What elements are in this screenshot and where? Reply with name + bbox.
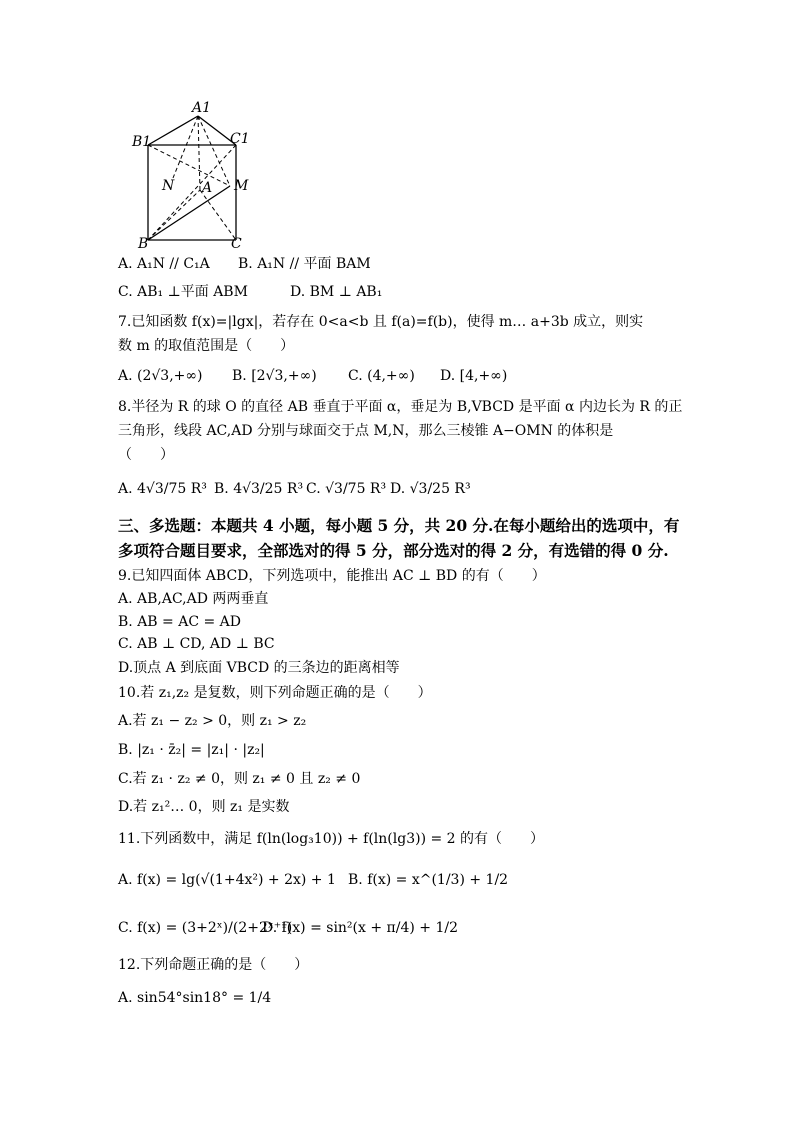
q8-stem-line3: （ ）	[118, 447, 174, 463]
q6-option-c: C. AB₁ ⊥平面 ABM	[118, 284, 248, 300]
q6-option-d: D. BM ⊥ AB₁	[290, 284, 383, 300]
q7-option-d: D. [4,+∞)	[440, 368, 508, 384]
section3-heading-line1: 三、多选题：本题共 4 小题，每小题 5 分，共 20 分.在每小题给出的选项中，有	[118, 516, 680, 535]
label-b: B	[138, 236, 149, 248]
q10-option-d: D.若 z₁²… 0，则 z₁ 是实数	[118, 799, 290, 815]
prism-figure	[118, 98, 258, 248]
q10-option-c: C.若 z₁ · z₂ ≠ 0，则 z₁ ≠ 0 且 z₂ ≠ 0	[118, 771, 361, 787]
q11-option-d: D. f(x) = sin²(x + π/4) + 1/2	[262, 920, 458, 936]
q12-stem: 12.下列命题正确的是（ ）	[118, 957, 309, 973]
dash-b-a	[148, 190, 200, 240]
label-n: N	[162, 178, 175, 194]
edge-a1-b1	[148, 116, 198, 145]
q12-option-a: A. sin54°sin18° = 1/4	[118, 990, 272, 1006]
dash-a1-m	[198, 116, 230, 186]
q8-option-d: D. √3/25 R³	[390, 481, 471, 497]
dash-b1-m	[148, 145, 230, 186]
q10-stem: 10.若 z₁,z₂ 是复数，则下列命题正确的是（ ）	[118, 685, 432, 701]
label-c1: C1	[230, 131, 250, 147]
dash-a1-a	[198, 116, 200, 190]
q8-option-c: C. √3/75 R³	[306, 481, 387, 497]
q7-option-a: A. (2√3,+∞)	[118, 368, 203, 384]
q9-stem: 9.已知四面体 ABCD，下列选项中，能推出 AC ⊥ BD 的有（ ）	[118, 568, 546, 584]
q8-stem-line1: 8.半径为 R 的球 O 的直径 AB 垂直于平面 α，垂足为 B,VBCD 是平面 α 内边长为 R 的正	[118, 399, 683, 415]
q11-stem: 11.下列函数中，满足 f(ln(log₃10)) + f(ln(lg3)) = 2 的有（ ）	[118, 831, 545, 847]
q7-option-c: C. (4,+∞)	[348, 368, 415, 384]
label-b1: B1	[132, 134, 152, 150]
q10-option-a: A.若 z₁ − z₂ > 0，则 z₁ > z₂	[118, 713, 307, 729]
q11-option-b: B. f(x) = x^(1/3) + 1/2	[348, 872, 509, 888]
q9-option-a: A. AB,AC,AD 两两垂直	[118, 591, 269, 607]
q9-option-c: C. AB ⊥ CD, AD ⊥ BC	[118, 636, 275, 652]
q8-option-b: B. 4√3/25 R³	[214, 481, 304, 497]
edge-b-m	[148, 186, 230, 240]
section3-heading-line2: 多项符合题目要求，全部选对的得 5 分，部分选对的得 2 分，有选错的得 0 分.	[118, 541, 669, 560]
q11-option-c: C. f(x) = (3+2ˣ)/(2+2ˣ⁺¹)	[118, 920, 293, 936]
label-c: C	[231, 236, 242, 248]
q9-option-b: B. AB = AC = AD	[118, 614, 242, 630]
q10-option-b: B. |z₁ · z̄₂| = |z₁| · |z₂|	[118, 742, 265, 758]
label-a1: A1	[192, 100, 212, 116]
q9-option-d: D.顶点 A 到底面 VBCD 的三条边的距离相等	[118, 660, 400, 676]
q6-option-a: A. A₁N // C₁A	[118, 256, 210, 272]
q8-stem-line2: 三角形，线段 AC,AD 分别与球面交于点 M,N，那么三棱锥 A−OMN 的体积是	[118, 423, 614, 439]
label-m: M	[234, 178, 249, 194]
label-a: A	[202, 180, 213, 196]
q6-option-b: B. A₁N // 平面 BAM	[238, 256, 371, 272]
dash-a-c	[200, 190, 236, 240]
q7-stem-line2: 数 m 的取值范围是（ ）	[118, 338, 295, 354]
q7-option-b: B. [2√3,+∞)	[232, 368, 317, 384]
q11-option-a: A. f(x) = lg(√(1+4x²) + 2x) + 1	[118, 872, 336, 888]
q8-option-a: A. 4√3/75 R³	[118, 481, 207, 497]
dash-a1-n	[173, 116, 198, 178]
q7-stem-line1: 7.已知函数 f(x)=|lgx|，若存在 0<a<b 且 f(a)=f(b)，使得 m… a+3b 成立，则实	[118, 314, 644, 330]
